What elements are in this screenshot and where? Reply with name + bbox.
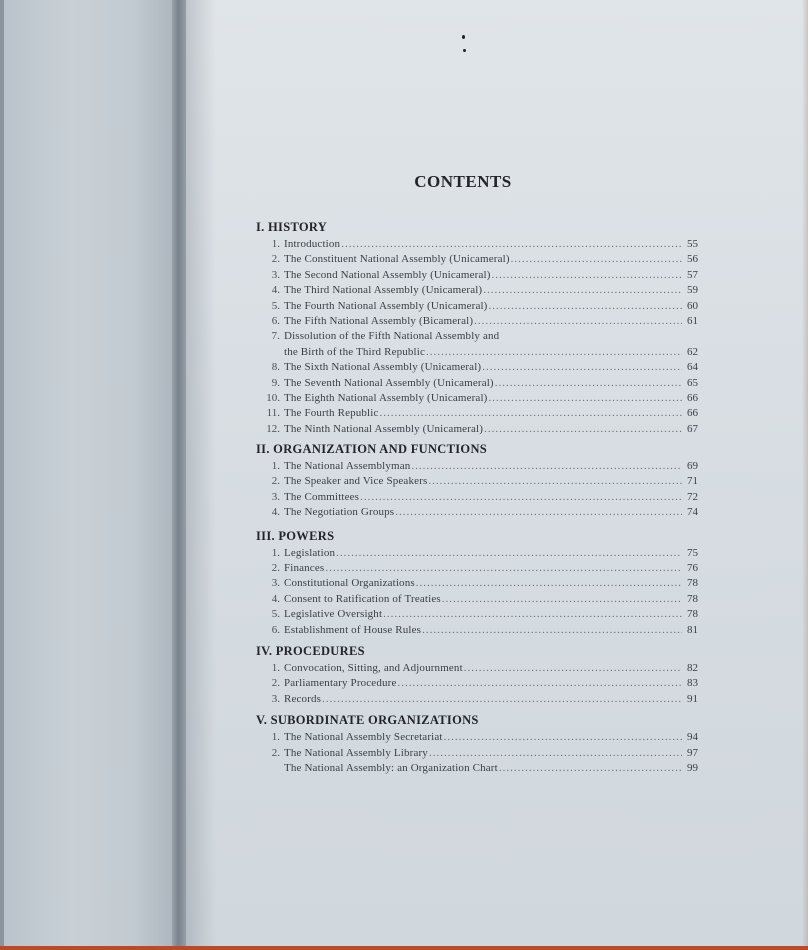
toc-entry[interactable]: [256, 546, 698, 561]
entry-title: The Ninth National Assembly (Unicameral): [284, 422, 484, 435]
toc-entries: [256, 237, 698, 437]
dot-leader: [380, 406, 682, 421]
entry-title: Legislative Oversight: [284, 608, 383, 621]
dot-leader: [484, 422, 682, 437]
entry-title: The National Assembly Library: [284, 746, 428, 759]
entry-page-number: 78: [687, 608, 698, 621]
entry-title: The Fourth Republic: [284, 407, 379, 420]
dot-leader: [428, 474, 682, 489]
toc-entry[interactable]: [256, 576, 698, 591]
entry-number: 2.: [271, 677, 280, 690]
entry-page-number: 72: [687, 490, 698, 503]
left-page-edge: [0, 0, 4, 950]
entry-number: 5.: [271, 608, 280, 621]
dot-leader: [360, 490, 682, 505]
entry-number: 3.: [271, 577, 280, 590]
entry-number: 4.: [271, 506, 280, 519]
entry-number: 12.: [266, 422, 280, 435]
section-heading: V. SUBORDINATE ORGANIZATIONS: [256, 713, 479, 728]
entry-number: 4.: [271, 592, 280, 605]
entry-number: 1.: [271, 731, 280, 744]
toc-entry[interactable]: [256, 730, 698, 745]
dot-leader: [495, 376, 682, 391]
toc-section-subordinate-organizations: [256, 711, 698, 776]
entry-title: The Seventh National Assembly (Unicameral): [284, 376, 494, 389]
toc-entry[interactable]: [256, 692, 698, 707]
entry-number: 1.: [271, 661, 280, 674]
entry-number: 9.: [271, 376, 280, 389]
entry-page-number: 55: [687, 238, 698, 250]
entry-number: 3.: [271, 692, 280, 705]
dot-leader: [492, 268, 682, 283]
entry-number: 4.: [271, 284, 280, 297]
toc-entry[interactable]: [256, 561, 698, 576]
entry-title: The Speaker and Vice Speakers: [284, 475, 428, 488]
entry-number: 2.: [271, 253, 280, 266]
entry-page-number: 64: [687, 361, 698, 374]
entry-page-number: 99: [687, 761, 698, 774]
entry-page-number: 74: [687, 506, 698, 519]
entry-title: The Third National Assembly (Unicameral): [284, 284, 483, 297]
table-of-contents: [256, 218, 698, 776]
toc-entry[interactable]: [256, 623, 698, 638]
entry-number: 2.: [271, 475, 280, 488]
entry-title: Records: [284, 692, 322, 705]
entry-page-number: 76: [687, 562, 698, 575]
entry-page-number: 66: [687, 407, 698, 420]
entry-title: Establishment of House Rules: [284, 623, 422, 636]
dot-leader: [422, 623, 682, 638]
toc-entry[interactable]: [256, 490, 698, 505]
dot-leader: [499, 761, 682, 776]
toc-entry[interactable]: [256, 299, 698, 314]
entry-title: the Birth of the Third Republic: [284, 345, 426, 358]
entry-page-number: 94: [687, 731, 698, 744]
toc-entry[interactable]: [256, 283, 698, 298]
print-speck: [463, 49, 466, 52]
dot-leader: [429, 746, 682, 761]
entry-page-number: 69: [687, 460, 698, 473]
section-heading: II. ORGANIZATION AND FUNCTIONS: [256, 442, 488, 457]
entry-title: Parliamentary Procedure: [284, 677, 397, 690]
entry-title-first-line: Dissolution of the Fifth National Assembly and: [284, 330, 500, 343]
gutter-shadow: [186, 0, 216, 950]
dot-leader: [442, 592, 682, 607]
binding-gutter: [172, 0, 186, 950]
toc-entry[interactable]: [256, 314, 698, 329]
entry-page-number: 66: [687, 391, 698, 404]
toc-entry[interactable]: [256, 746, 698, 761]
toc-entry[interactable]: [256, 676, 698, 691]
toc-entry[interactable]: [256, 607, 698, 622]
dot-leader: [398, 676, 683, 691]
entry-number: 3.: [271, 268, 280, 281]
entry-number: 5.: [271, 299, 280, 312]
entry-title-continuation: [256, 345, 698, 360]
entry-title: Convocation, Sitting, and Adjournment: [284, 661, 463, 674]
toc-section-powers: [256, 527, 698, 638]
dot-leader: [411, 459, 682, 474]
entry-page-number: 67: [687, 422, 698, 435]
toc-entry[interactable]: [256, 376, 698, 391]
toc-section-procedures: [256, 642, 698, 707]
entry-title-line: [256, 329, 698, 344]
dot-leader: [511, 252, 682, 267]
entry-title: Constitutional Organizations: [284, 577, 415, 590]
section-heading: I. HISTORY: [256, 220, 328, 234]
toc-entry[interactable]: [256, 329, 698, 360]
toc-entries: [256, 661, 698, 707]
dot-leader: [383, 607, 682, 622]
entry-page-number: 59: [687, 284, 698, 297]
dot-leader: [444, 730, 682, 745]
dot-leader: [395, 505, 682, 520]
entry-number: 1.: [271, 546, 280, 559]
dot-leader: [341, 237, 682, 252]
entry-number: 6.: [271, 314, 280, 327]
entry-number: 3.: [271, 490, 280, 503]
entry-title: The National Assembly Secretariat: [284, 731, 443, 744]
toc-entry[interactable]: [256, 505, 698, 520]
entry-page-number: 57: [687, 268, 698, 281]
entry-page-number: 82: [687, 661, 698, 674]
entry-title: Introduction: [284, 238, 341, 250]
entry-page-number: 97: [687, 746, 698, 759]
toc-entries: [256, 459, 698, 521]
toc-entries: [256, 546, 698, 638]
toc-entry[interactable]: [256, 360, 698, 375]
entry-title: The Fourth National Assembly (Unicameral): [284, 299, 488, 312]
toc-section-organization: [256, 440, 698, 521]
toc-entry[interactable]: [256, 661, 698, 676]
dot-leader: [325, 561, 682, 576]
toc-entry[interactable]: [256, 761, 698, 776]
entry-number: 1.: [271, 460, 280, 473]
entry-page-number: 60: [687, 299, 698, 312]
toc-section-history: [256, 218, 698, 437]
entry-title: The Committees: [284, 490, 360, 503]
section-heading: IV. PROCEDURES: [256, 643, 365, 658]
toc-entry[interactable]: [256, 422, 698, 437]
entry-title: Legislation: [284, 546, 336, 559]
dot-leader: [416, 576, 682, 591]
toc-entry[interactable]: [256, 237, 698, 252]
entry-page-number: 78: [687, 577, 698, 590]
entry-number: 10.: [266, 391, 280, 404]
entry-page-number: 65: [687, 376, 698, 389]
section-heading: III. POWERS: [256, 528, 335, 543]
entry-title: The Eighth National Assembly (Unicameral): [284, 391, 488, 404]
entry-number: 11.: [266, 407, 280, 420]
toc-entry[interactable]: [256, 592, 698, 607]
dot-leader: [464, 661, 682, 676]
entry-page-number: 61: [687, 314, 698, 327]
entry-page-number: 75: [687, 546, 698, 559]
toc-entry[interactable]: [256, 406, 698, 421]
entry-title: The Constituent National Assembly (Unicameral): [284, 253, 510, 266]
dot-leader: [489, 299, 683, 314]
dot-leader: [482, 360, 682, 375]
entry-page-number: 62: [687, 345, 698, 358]
entry-page-number: 81: [687, 623, 698, 636]
print-speck: [462, 35, 465, 39]
entry-page-number: 56: [687, 253, 698, 266]
toc-entries: [256, 730, 698, 776]
dot-leader: [474, 314, 682, 329]
entry-number: 7.: [271, 330, 280, 343]
bottom-cover-edge: [0, 946, 808, 950]
entry-number: 6.: [271, 623, 280, 636]
entry-number: 1.: [271, 238, 280, 250]
entry-number: 2.: [271, 562, 280, 575]
dot-leader: [322, 692, 682, 707]
entry-title: The Second National Assembly (Unicameral): [284, 268, 491, 281]
right-page-edge: [802, 0, 808, 950]
entry-page-number: 71: [687, 475, 698, 488]
dot-leader: [336, 546, 682, 561]
entry-title: The National Assembly: an Organization Chart: [284, 761, 498, 774]
entry-number: 8.: [271, 361, 280, 374]
page-title: CONTENTS: [414, 172, 512, 191]
dot-leader: [426, 345, 682, 360]
toc-entry[interactable]: [256, 252, 698, 267]
toc-entry[interactable]: [256, 268, 698, 283]
toc-entry[interactable]: [256, 391, 698, 406]
left-facing-page: [0, 0, 180, 950]
toc-entry[interactable]: [256, 474, 698, 489]
entry-title: The Fifth National Assembly (Bicameral): [284, 314, 474, 327]
toc-entry[interactable]: [256, 459, 698, 474]
entry-page-number: 83: [687, 677, 698, 690]
entry-title: Finances: [284, 562, 325, 575]
entry-page-number: 78: [687, 592, 698, 605]
entry-title: The Negotiation Groups: [284, 506, 395, 519]
dot-leader: [483, 283, 682, 298]
entry-number: 2.: [271, 746, 280, 759]
entry-title: The Sixth National Assembly (Unicameral): [284, 361, 482, 374]
entry-title: The National Assemblyman: [284, 460, 411, 473]
entry-page-number: 91: [687, 692, 698, 705]
entry-title: Consent to Ratification of Treaties: [284, 592, 441, 605]
dot-leader: [488, 391, 682, 406]
